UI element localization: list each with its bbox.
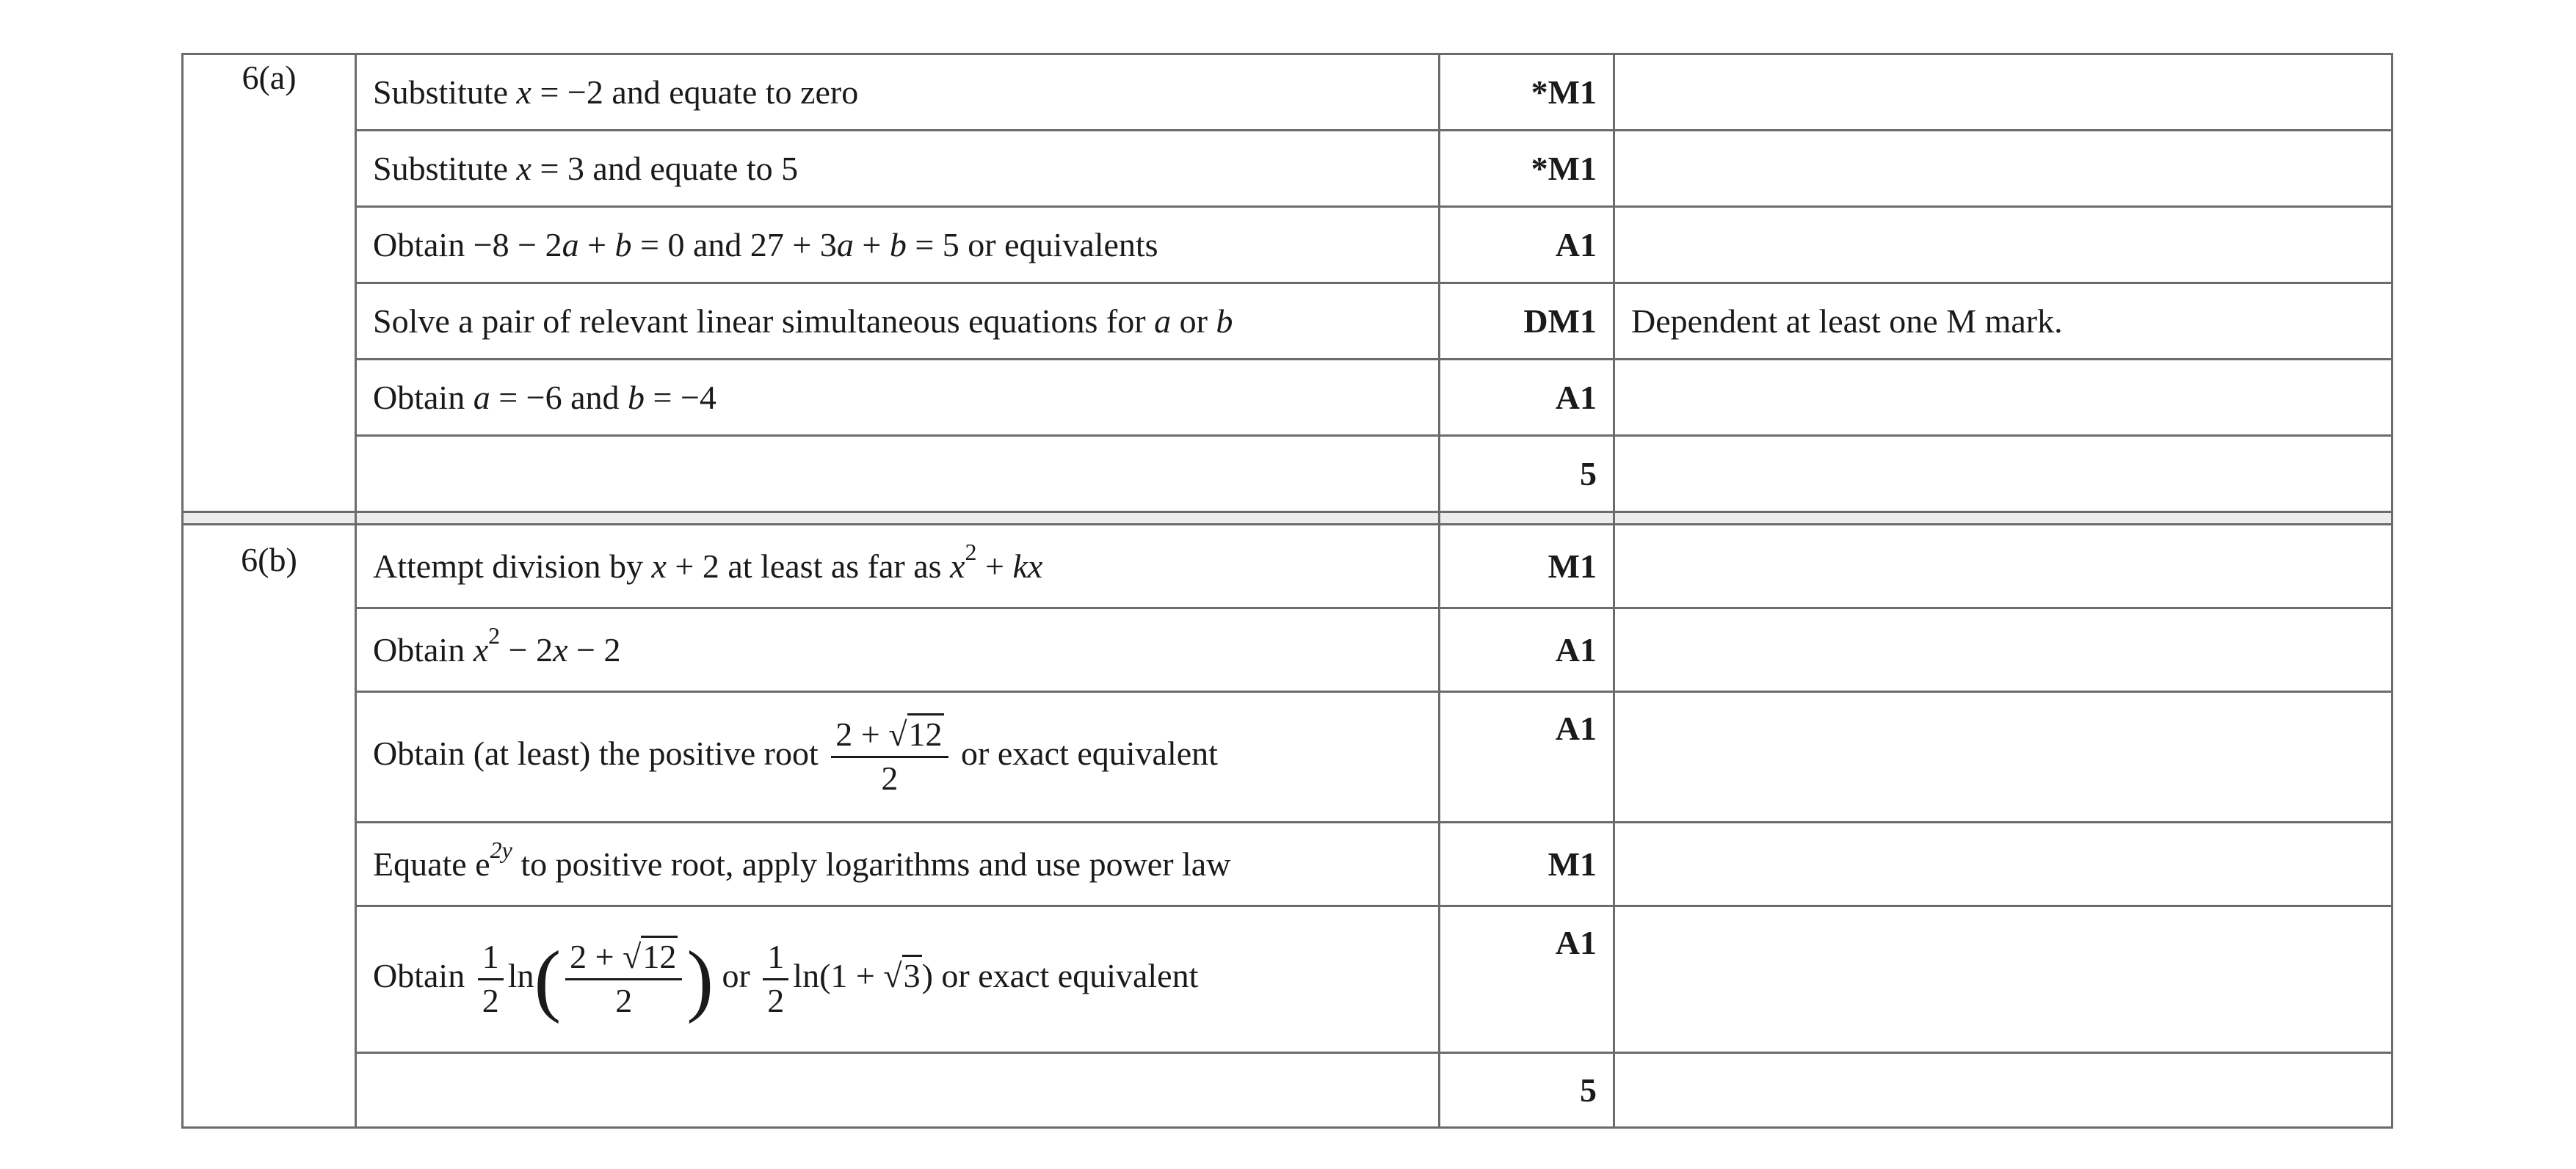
math-var: x	[651, 547, 667, 585]
table-row	[183, 207, 2392, 283]
answer-cell	[356, 54, 1440, 131]
mark-cell: A1	[1440, 608, 1614, 692]
math-var: b	[1216, 302, 1233, 340]
guidance-cell	[1614, 823, 2392, 906]
answer-text: − 2	[567, 631, 621, 669]
answer-text: Obtain	[373, 957, 474, 995]
answer-cell	[356, 436, 1440, 512]
table-row	[183, 525, 2392, 608]
answer-cell	[356, 1053, 1440, 1128]
math-var: a	[562, 226, 579, 263]
answer-text: Obtain	[373, 379, 474, 416]
answer-text: to positive root, apply logarithms and use power law	[512, 845, 1231, 883]
answer-text: Solve a pair of relevant linear simultaneous equations for	[373, 302, 1155, 340]
answer-text: Substitute	[373, 73, 517, 111]
answer-text: +	[578, 226, 615, 263]
answer-cell	[356, 131, 1440, 207]
guidance-cell	[1614, 525, 2392, 608]
answer-text: and equate to 5	[592, 150, 799, 187]
answer-text: Obtain	[373, 631, 474, 669]
answer-text: = 5 or equivalents	[906, 226, 1158, 263]
answer-text: or exact equivalent	[932, 957, 1199, 995]
total-mark-cell: 5	[1440, 1053, 1614, 1128]
question-number: 6(a)	[183, 54, 356, 512]
total-mark-cell: 5	[1440, 436, 1614, 512]
fraction-denominator: 2	[881, 760, 899, 797]
ln-text: ln	[507, 957, 534, 995]
math-var: a	[1154, 302, 1172, 340]
guidance-cell	[1614, 1053, 2392, 1128]
answer-text: = −6 and	[490, 379, 628, 416]
answer-cell	[356, 360, 1440, 436]
math-var: b	[614, 226, 632, 263]
answer-cell	[356, 283, 1440, 360]
answer-text: Equate e	[373, 845, 490, 883]
right-paren: )	[686, 934, 714, 1024]
mark-cell: A1	[1440, 906, 1614, 1053]
fraction-numerator: 2 + √12	[831, 715, 948, 758]
guidance-cell	[1614, 692, 2392, 823]
math-var: x	[516, 150, 531, 187]
math-var: b	[628, 379, 645, 416]
table-row	[183, 608, 2392, 692]
answer-text: and equate to zero	[612, 73, 859, 111]
answer-text: = 0 and 27 + 3	[631, 226, 837, 263]
answer-text: or exact equivalent	[961, 735, 1218, 773]
fraction: $\frac{1}{2}$	[478, 938, 504, 1021]
answer-text: or	[1171, 302, 1216, 340]
table-row	[183, 360, 2392, 436]
mark-scheme-sheet	[181, 53, 2391, 1129]
guidance-cell	[1614, 54, 2392, 131]
exponent: 2	[965, 539, 977, 565]
answer-text: +	[976, 547, 1013, 585]
answer-cell	[356, 525, 1440, 608]
answer-text: = 3	[531, 150, 593, 187]
mark-cell: DM1	[1440, 283, 1614, 360]
table-row	[183, 283, 2392, 360]
math-var: x	[473, 631, 489, 669]
answer-text: = −4	[645, 379, 716, 416]
guidance-cell	[1614, 436, 2392, 512]
guidance-cell	[1614, 608, 2392, 692]
table-row	[183, 1053, 2392, 1128]
guidance-cell	[1614, 906, 2392, 1053]
answer-cell: Obtain $\frac{1}{2}$ ln( $\frac{2 + √12}{2}$ ) or $\frac{1}{2}$ ln(1 + √3) or exact equivalent	[356, 906, 1440, 1053]
answer-text: or	[713, 957, 759, 995]
mark-cell: *M1	[1440, 131, 1614, 207]
answer-cell	[356, 823, 1440, 906]
mark-cell: *M1	[1440, 54, 1614, 131]
answer-text: Attempt division by	[373, 547, 652, 585]
math-var: x	[553, 631, 568, 669]
mark-cell: A1	[1440, 692, 1614, 823]
fraction: $\frac{1}{2}$	[763, 938, 788, 1021]
math-var: x	[950, 547, 965, 585]
mark-cell: M1	[1440, 525, 1614, 608]
mark-scheme-table	[181, 53, 2393, 1129]
math-var: x	[516, 73, 531, 111]
answer-text: + 2 at least as far as	[666, 547, 951, 585]
math-var: a	[836, 226, 854, 263]
sqrt-symbol: √12	[623, 936, 678, 975]
math-var: kx	[1012, 547, 1043, 585]
exponent: 2y	[490, 837, 512, 863]
table-row	[183, 906, 2392, 1053]
guidance-cell	[1614, 131, 2392, 207]
ln-text: ln(1 +	[793, 957, 884, 995]
answer-cell	[356, 207, 1440, 283]
answer-text: Obtain (at least) the positive root	[373, 735, 827, 773]
exponent: 2	[488, 622, 501, 649]
table-row	[183, 436, 2392, 512]
answer-text: − 2	[500, 631, 554, 669]
sqrt-symbol: √3	[883, 955, 921, 994]
left-paren: (	[534, 934, 562, 1024]
question-number: 6(b)	[183, 525, 356, 1128]
answer-cell	[356, 692, 1440, 823]
table-row	[183, 823, 2392, 906]
guidance-cell: Dependent at least one M mark.	[1614, 283, 2392, 360]
section-divider	[183, 512, 2392, 525]
guidance-cell	[1614, 360, 2392, 436]
table-row	[183, 131, 2392, 207]
math-var: b	[889, 226, 907, 263]
sqrt-symbol: √12	[888, 713, 943, 753]
table-row	[183, 692, 2392, 823]
mark-cell: A1	[1440, 207, 1614, 283]
table-row	[183, 54, 2392, 131]
fraction	[831, 715, 948, 798]
answer-text: Substitute	[373, 150, 517, 187]
mark-cell: M1	[1440, 823, 1614, 906]
answer-text: Obtain −8 − 2	[373, 226, 562, 263]
answer-text: +	[853, 226, 890, 263]
answer-text: = −2	[531, 73, 612, 111]
answer-cell	[356, 608, 1440, 692]
math-var: a	[473, 379, 490, 416]
mark-cell: A1	[1440, 360, 1614, 436]
guidance-cell	[1614, 207, 2392, 283]
fraction: $\frac{2 + √12}{2}$	[565, 938, 682, 1021]
